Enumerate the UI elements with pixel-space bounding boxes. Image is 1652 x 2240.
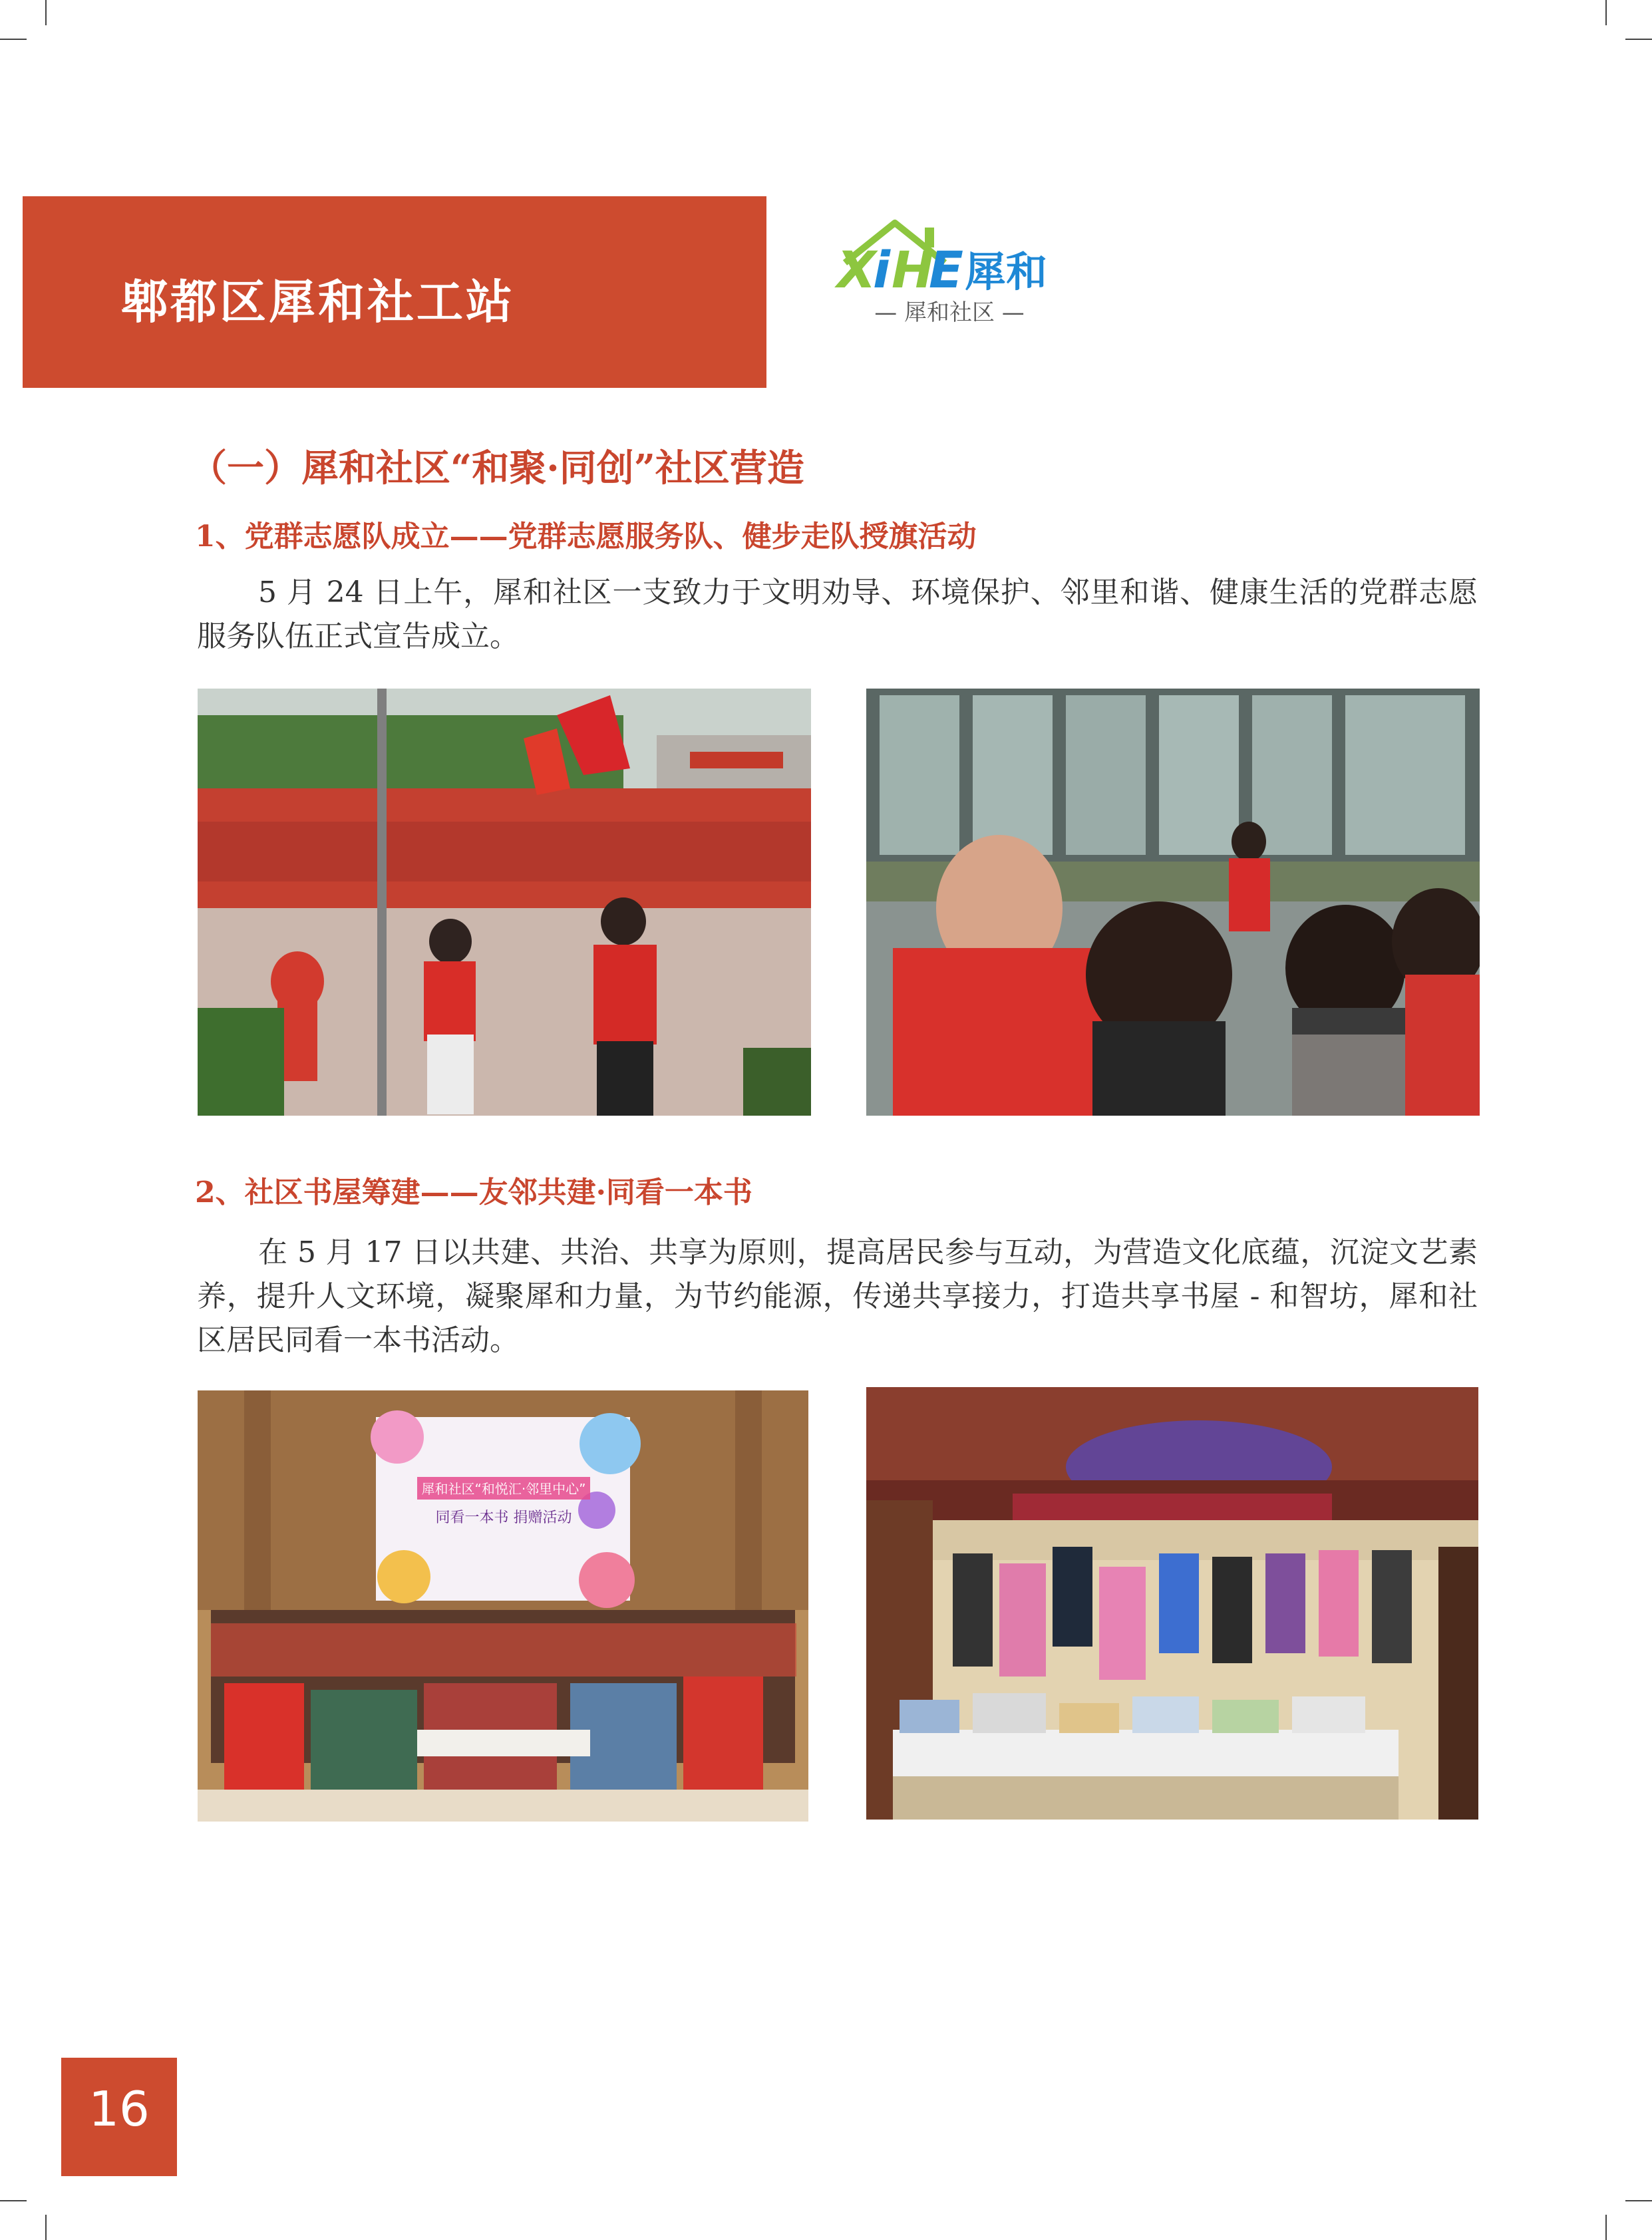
- item-1-paragraph: 5 月 24 日上午，犀和社区一支致力于文明劝导、环境保护、邻里和谐、健康生活的党群志愿服务队伍正式宣告成立。: [197, 575, 1478, 653]
- item-2-paragraph: 在 5 月 17 日以共建、共治、共享为原则，提高居民参与互动，为营造文化底蕴，沉淀文艺素养，提升人文环境，凝聚犀和力量，为节约能源，传递共享接力，打造共享书屋 - 和智坊，犀和社区居民同看一本书活动。: [197, 1235, 1478, 1357]
- crop-mark: [0, 2200, 27, 2201]
- crop-mark: [1625, 39, 1652, 40]
- crop-mark: [1605, 0, 1607, 25]
- photo-speaker-crowd: [866, 689, 1480, 1116]
- svg-text:E: E: [929, 240, 963, 299]
- screen-text-line1: 犀和社区“和悦汇·邻里中心”: [421, 1481, 586, 1497]
- crop-mark: [45, 2215, 47, 2240]
- photo-group-screen: [198, 1390, 808, 1822]
- crop-mark: [0, 39, 27, 40]
- crop-mark: [1625, 2200, 1652, 2201]
- svg-text:H: H: [892, 240, 934, 299]
- logo-caption: — 犀和社区 —: [874, 299, 1025, 326]
- section-title: （一）犀和社区“和聚·同创”社区营造: [190, 446, 804, 490]
- svg-text:i: i: [873, 240, 891, 299]
- logo-text: 犀和: [965, 247, 1048, 296]
- photo-book-table: [866, 1387, 1478, 1820]
- crop-mark: [45, 0, 47, 25]
- item-1-title: 1、党群志愿队成立——党群志愿服务队、健步走队授旗活动: [195, 520, 977, 554]
- crop-mark: [1605, 2215, 1607, 2240]
- svg-text:X: X: [837, 240, 876, 299]
- header-title: 郫都区犀和社工站: [121, 274, 515, 329]
- page-number: 16: [88, 2081, 150, 2137]
- photo-flag-ceremony: [198, 689, 811, 1116]
- item-2-title: 2、社区书屋筹建——友邻共建·同看一本书: [195, 1176, 752, 1209]
- screen-text-line2: 同看一本书 捐赠活动: [435, 1510, 572, 1526]
